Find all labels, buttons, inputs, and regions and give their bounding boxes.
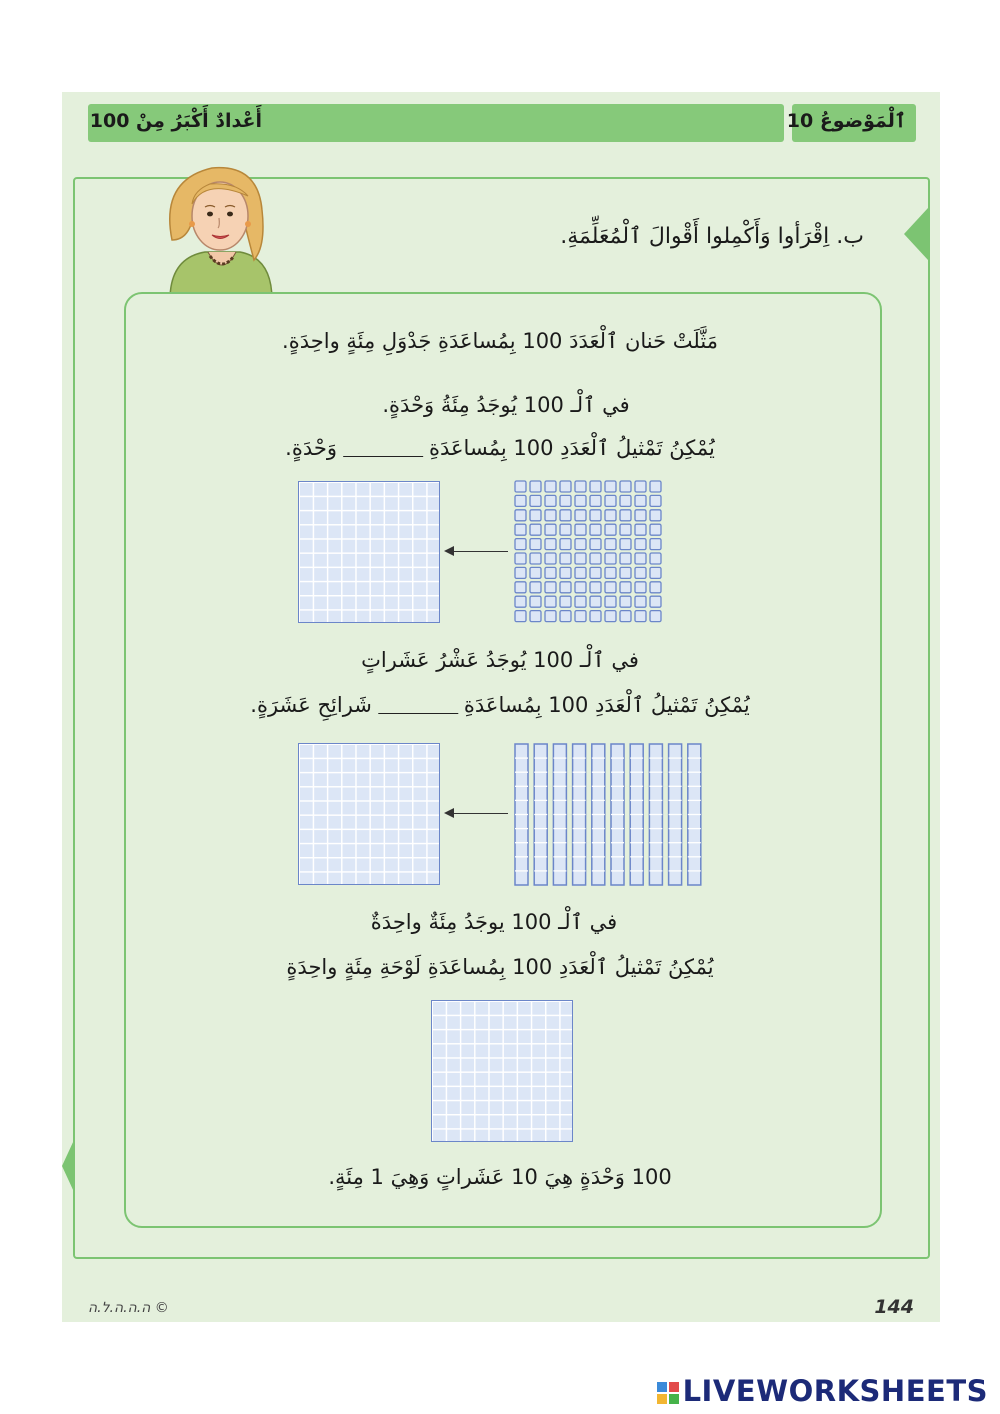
arrow-ones-to-board <box>446 551 508 552</box>
unit-cube <box>650 539 661 550</box>
unit-cube <box>575 510 586 521</box>
unit-cube <box>560 582 571 593</box>
unit-cube <box>515 582 526 593</box>
unit-cube <box>545 611 556 622</box>
unit-cube <box>620 611 631 622</box>
unit-cubes-grid <box>514 480 666 626</box>
ten-rod <box>553 744 566 885</box>
arrow-rods-to-board <box>446 813 508 814</box>
unit-cube <box>650 596 661 607</box>
unit-cube <box>650 495 661 506</box>
unit-cube <box>545 481 556 492</box>
unit-cube <box>575 524 586 535</box>
instruction-text: ب. اِقْرَأوا وَأَكْمِلوا أَقْوالَ ٱلْمُعَلِّمَةِ. <box>560 224 864 249</box>
unit-cube <box>515 524 526 535</box>
unit-cube <box>545 524 556 535</box>
unit-cube <box>620 524 631 535</box>
unit-cube <box>530 596 541 607</box>
unit-cube <box>530 524 541 535</box>
unit-cube <box>575 582 586 593</box>
unit-cube <box>515 539 526 550</box>
ten-rod <box>688 744 701 885</box>
publisher-credit: ה.ה.ה.ל.ה © <box>88 1300 169 1316</box>
unit-cube <box>620 567 631 578</box>
unit-cube <box>590 495 601 506</box>
unit-cube <box>590 582 601 593</box>
unit-cube <box>515 481 526 492</box>
ten-rod <box>630 744 643 885</box>
unit-cube <box>635 539 646 550</box>
header-title-bar <box>88 104 784 142</box>
ones-fact: في ٱلْـ 100 يُوجَدُ مِئَةُ وَحْدَةٍ. <box>382 393 630 417</box>
tens-fill-sentence <box>250 693 749 717</box>
unit-cube <box>530 582 541 593</box>
unit-cube <box>545 567 556 578</box>
unit-cube <box>575 553 586 564</box>
unit-cube <box>560 495 571 506</box>
unit-cube <box>575 495 586 506</box>
ten-rod <box>515 744 528 885</box>
unit-cube <box>605 524 616 535</box>
unit-cube <box>560 553 571 564</box>
unit-cube <box>530 510 541 521</box>
liveworksheets-wordmark: LIVEWORKSHEETS <box>682 1374 988 1408</box>
unit-cube <box>560 510 571 521</box>
unit-cube <box>650 582 661 593</box>
unit-cube <box>605 611 616 622</box>
unit-cube <box>635 481 646 492</box>
unit-cube <box>590 553 601 564</box>
unit-cube <box>515 510 526 521</box>
unit-cube <box>530 553 541 564</box>
ten-rod <box>649 744 662 885</box>
ones-answer-blank[interactable] <box>343 456 423 457</box>
tens-fact: في ٱلْـ 100 يُوجَدُ عَشْرُ عَشَراتٍ <box>361 648 639 672</box>
unit-cube <box>515 567 526 578</box>
unit-cube <box>620 510 631 521</box>
ten-rod <box>592 744 605 885</box>
unit-cube <box>575 567 586 578</box>
hundred-representation: يُمْكِنُ تَمْثيلُ ٱلْعَدَدِ 100 بِمُساعَدَةِ لَوْحَةِ مِئَةٍ واحِدَةٍ <box>286 955 714 979</box>
unit-cube <box>590 524 601 535</box>
unit-cube <box>620 553 631 564</box>
unit-cube <box>545 582 556 593</box>
unit-cube <box>620 495 631 506</box>
unit-cube <box>515 553 526 564</box>
unit-cube <box>575 481 586 492</box>
unit-cube <box>575 539 586 550</box>
unit-cube <box>515 611 526 622</box>
unit-cube <box>620 539 631 550</box>
tens-fill-end: شَرائِحِ عَشَرَةٍ. <box>250 693 372 717</box>
unit-cube <box>635 596 646 607</box>
hundred-board-ones <box>298 481 440 623</box>
unit-cube <box>530 567 541 578</box>
unit-cube <box>515 596 526 607</box>
tens-answer-blank[interactable] <box>378 713 458 714</box>
unit-cube <box>620 481 631 492</box>
unit-cube <box>635 524 646 535</box>
unit-cube <box>635 510 646 521</box>
unit-cube <box>590 481 601 492</box>
unit-cube <box>650 611 661 622</box>
unit-cube <box>545 495 556 506</box>
unit-cube <box>530 539 541 550</box>
ten-rod <box>669 744 682 885</box>
page-title: أَعْدادٌ أَكْبَرُ مِنْ 100 <box>89 110 262 132</box>
unit-cube <box>635 495 646 506</box>
unit-cube <box>605 495 616 506</box>
liveworksheets-logo <box>657 1374 988 1408</box>
unit-cube <box>560 611 571 622</box>
unit-cube <box>605 582 616 593</box>
unit-cube <box>515 495 526 506</box>
ten-rods-group <box>514 743 708 887</box>
unit-cube <box>605 567 616 578</box>
unit-cube <box>650 524 661 535</box>
unit-cube <box>605 510 616 521</box>
unit-cube <box>560 524 571 535</box>
ten-rod <box>534 744 547 885</box>
unit-cube <box>545 510 556 521</box>
hundred-board-single <box>431 1000 573 1142</box>
unit-cube <box>530 481 541 492</box>
unit-cube <box>575 596 586 607</box>
intro-sentence: مَثَّلَتْ حَنان ٱلْعَدَدَ 100 بِمُساعَدَةِ جَدْوَلِ مِئَةٍ واحِدَةٍ. <box>282 329 718 353</box>
unit-cube <box>635 611 646 622</box>
unit-cube <box>635 567 646 578</box>
unit-cube <box>650 567 661 578</box>
hundred-fact: في ٱلْـ 100 يوجَدُ مِئَةٌ واحِدَةٌ <box>370 910 618 934</box>
unit-cube <box>530 611 541 622</box>
frame-tab-right <box>904 208 928 260</box>
unit-cube <box>650 553 661 564</box>
unit-cube <box>605 481 616 492</box>
unit-cube <box>605 596 616 607</box>
ten-rod <box>573 744 586 885</box>
hundred-board-tens <box>298 743 440 885</box>
unit-cube <box>560 481 571 492</box>
teacher-illustration <box>150 160 290 300</box>
page-number: 144 <box>874 1296 914 1318</box>
unit-cube <box>560 567 571 578</box>
unit-cube <box>590 567 601 578</box>
unit-cube <box>620 582 631 593</box>
unit-cube <box>605 539 616 550</box>
unit-cube <box>545 553 556 564</box>
unit-cube <box>590 596 601 607</box>
unit-cube <box>545 539 556 550</box>
unit-cube <box>605 553 616 564</box>
unit-cube <box>635 553 646 564</box>
liveworksheets-icon <box>657 1382 679 1404</box>
conclusion-sentence: 100 وَحْدَةٍ هِيَ 10 عَشَراتٍ وَهِيَ 1 مِئَةٍ. <box>328 1165 672 1189</box>
unit-cube <box>650 481 661 492</box>
unit-cube <box>650 510 661 521</box>
ones-fill-sentence <box>285 436 715 460</box>
ten-rod <box>611 744 624 885</box>
unit-cube <box>590 611 601 622</box>
unit-cube <box>560 539 571 550</box>
unit-cube <box>590 510 601 521</box>
unit-cube <box>620 596 631 607</box>
unit-cube <box>635 582 646 593</box>
unit-cube <box>530 495 541 506</box>
header-topic-bar <box>786 104 916 142</box>
ones-fill-start: يُمْكِنُ تَمْثيلُ ٱلْعَدَدِ 100 بِمُساعَدَةِ <box>429 436 715 460</box>
ones-fill-end: وَحْدَةٍ. <box>285 436 337 460</box>
topic-label: ٱلْمَوْضوعُ 10 <box>786 110 906 132</box>
tens-fill-start: يُمْكِنُ تَمْثيلُ ٱلْعَدَدِ 100 بِمُساعَدَةِ <box>463 693 750 717</box>
unit-cube <box>545 596 556 607</box>
unit-cube <box>560 596 571 607</box>
unit-cube <box>590 539 601 550</box>
unit-cube <box>575 611 586 622</box>
